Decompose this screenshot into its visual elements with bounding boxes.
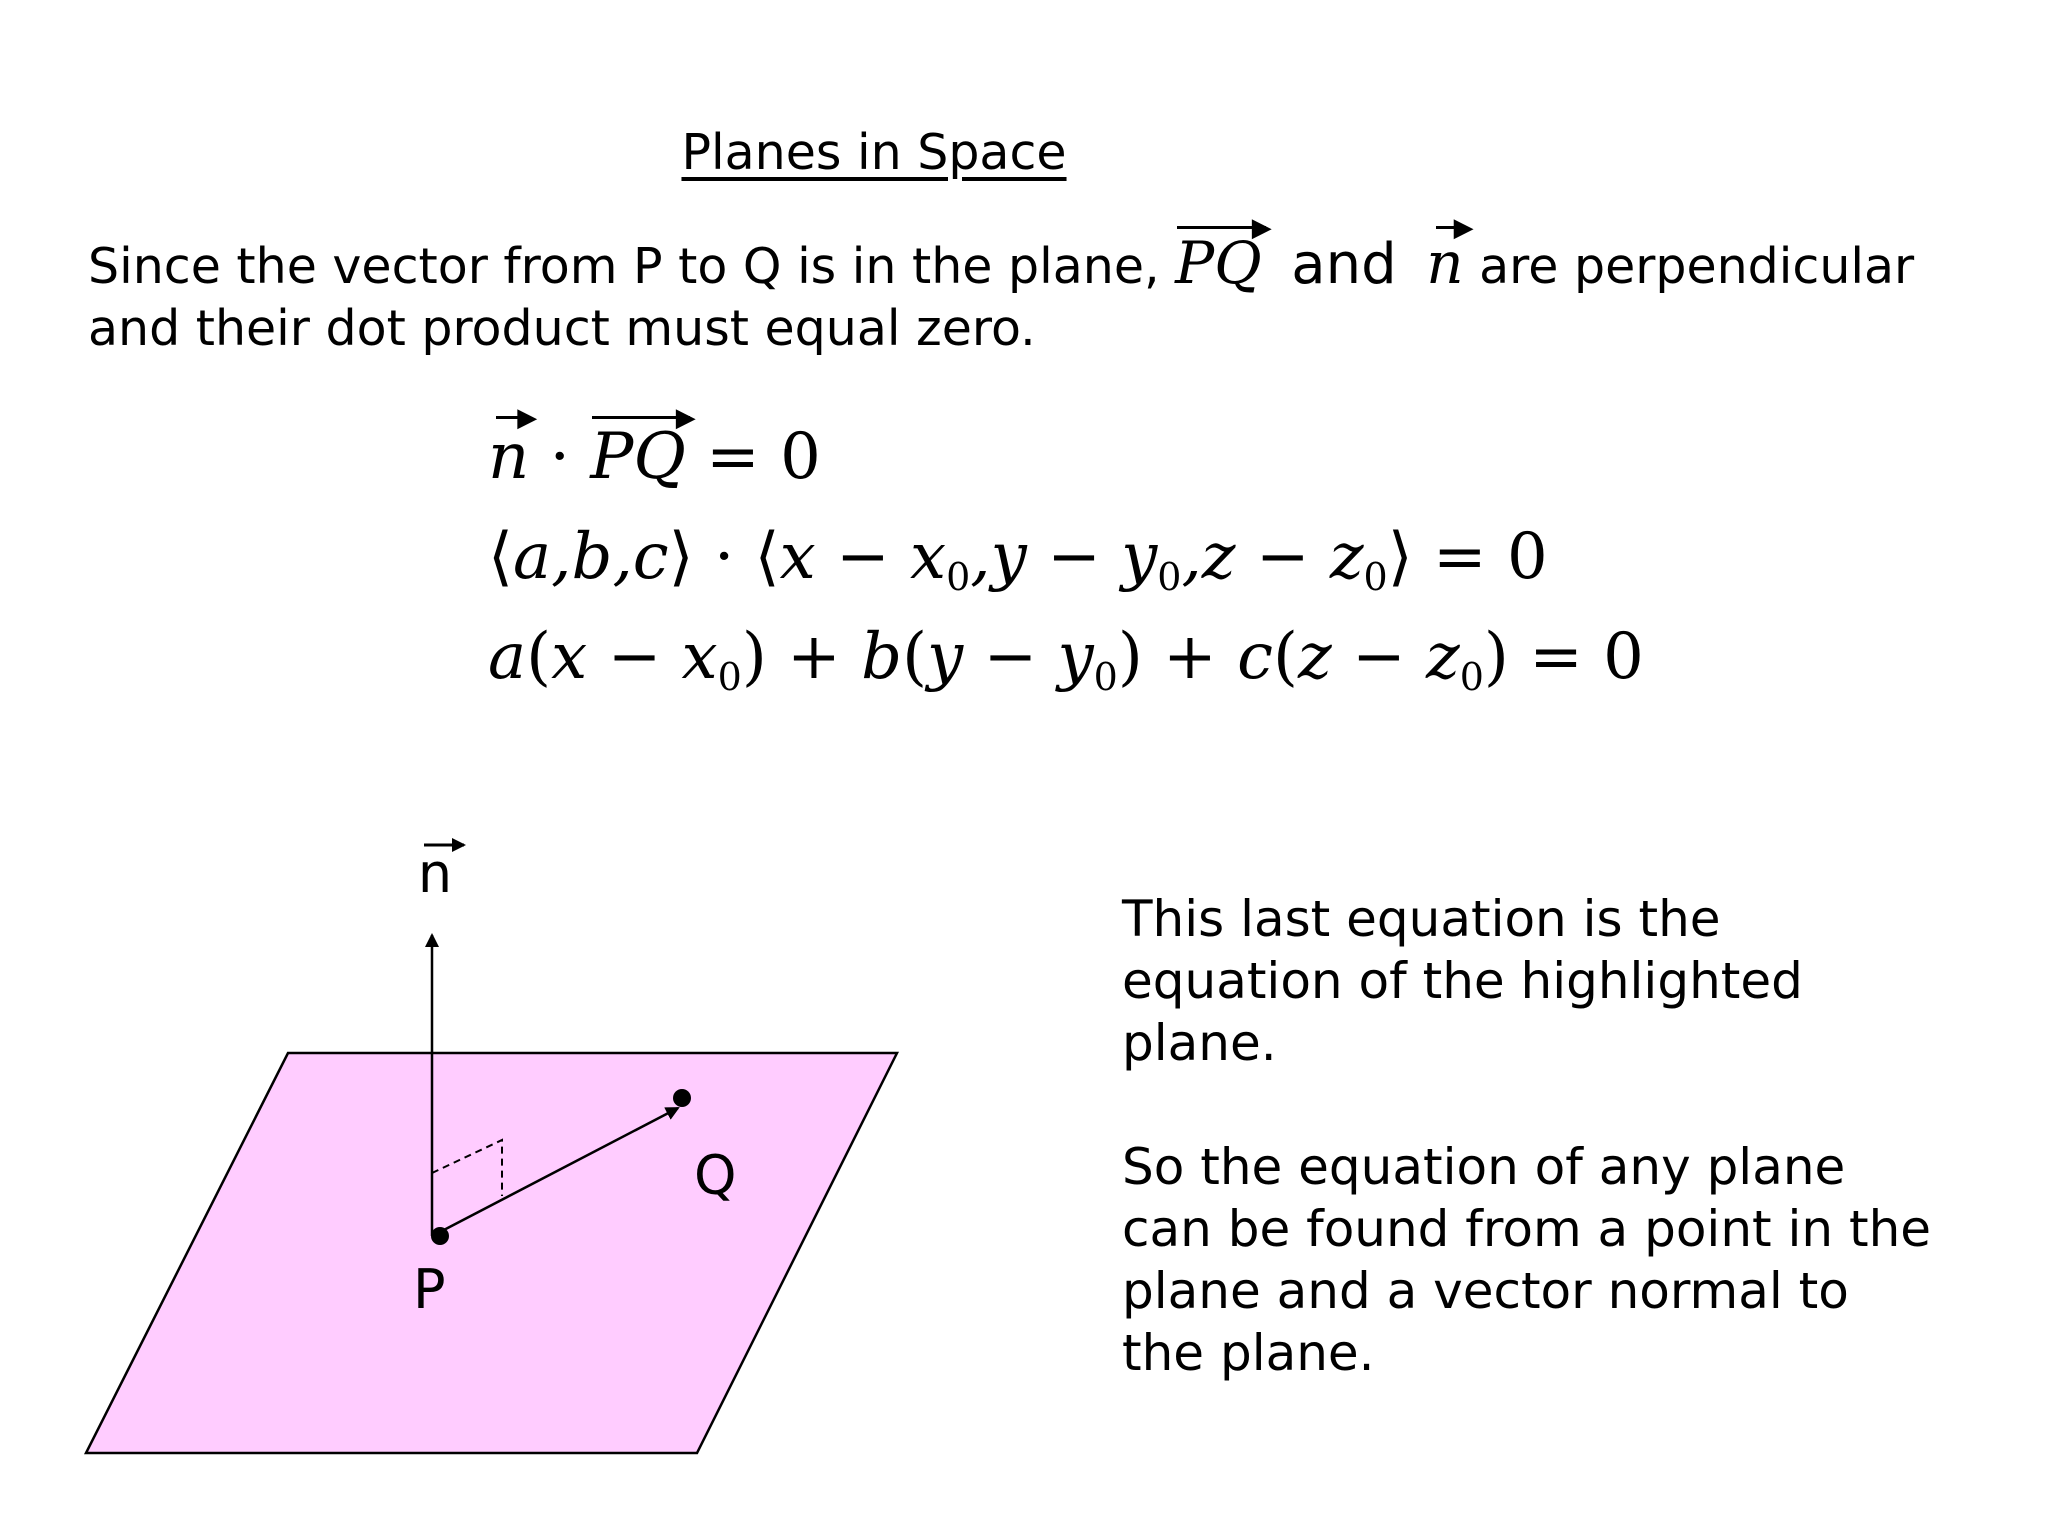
point-p — [431, 1227, 449, 1245]
explanation-paragraph-1: This last equation is the equation of the highlighted plane. — [1122, 890, 1803, 1072]
intro-line2: and their dot product must equal zero. — [88, 300, 1036, 357]
intro-part2: are perpendicular — [1479, 238, 1915, 295]
equation-component-form: ⟨a,b,c⟩ · ⟨x − $x_0,y - y_0,z$ − $z_0⟩ = 0$ — [488, 520, 1548, 599]
point-q — [673, 1089, 691, 1107]
point-q-label: Q — [694, 1144, 737, 1207]
equation-plane-form: $a(x - x_0) + b(y - y_0) + c(z - z_0) = 0$ — [488, 620, 1644, 699]
point-p-label: P — [413, 1258, 446, 1321]
normal-label: n — [417, 842, 453, 905]
vector-pq-symbol: ▶ PQ — [1175, 213, 1272, 297]
intro-and-word: and — [1291, 232, 1397, 297]
explanation-paragraph-2: So the equation of any plane can be found from a point in the plane and a vector normal to the plane. — [1122, 1138, 1932, 1382]
intro-part1: Since the vector from P to Q is in the plane, — [88, 238, 1160, 295]
equation-dot-product: n ▶ · PQ ▶ = 0 — [488, 403, 821, 494]
slide-title: Planes in Space — [681, 124, 1067, 181]
highlighted-plane — [86, 1053, 897, 1453]
vector-n-symbol: ▶ n — [1426, 213, 1474, 297]
